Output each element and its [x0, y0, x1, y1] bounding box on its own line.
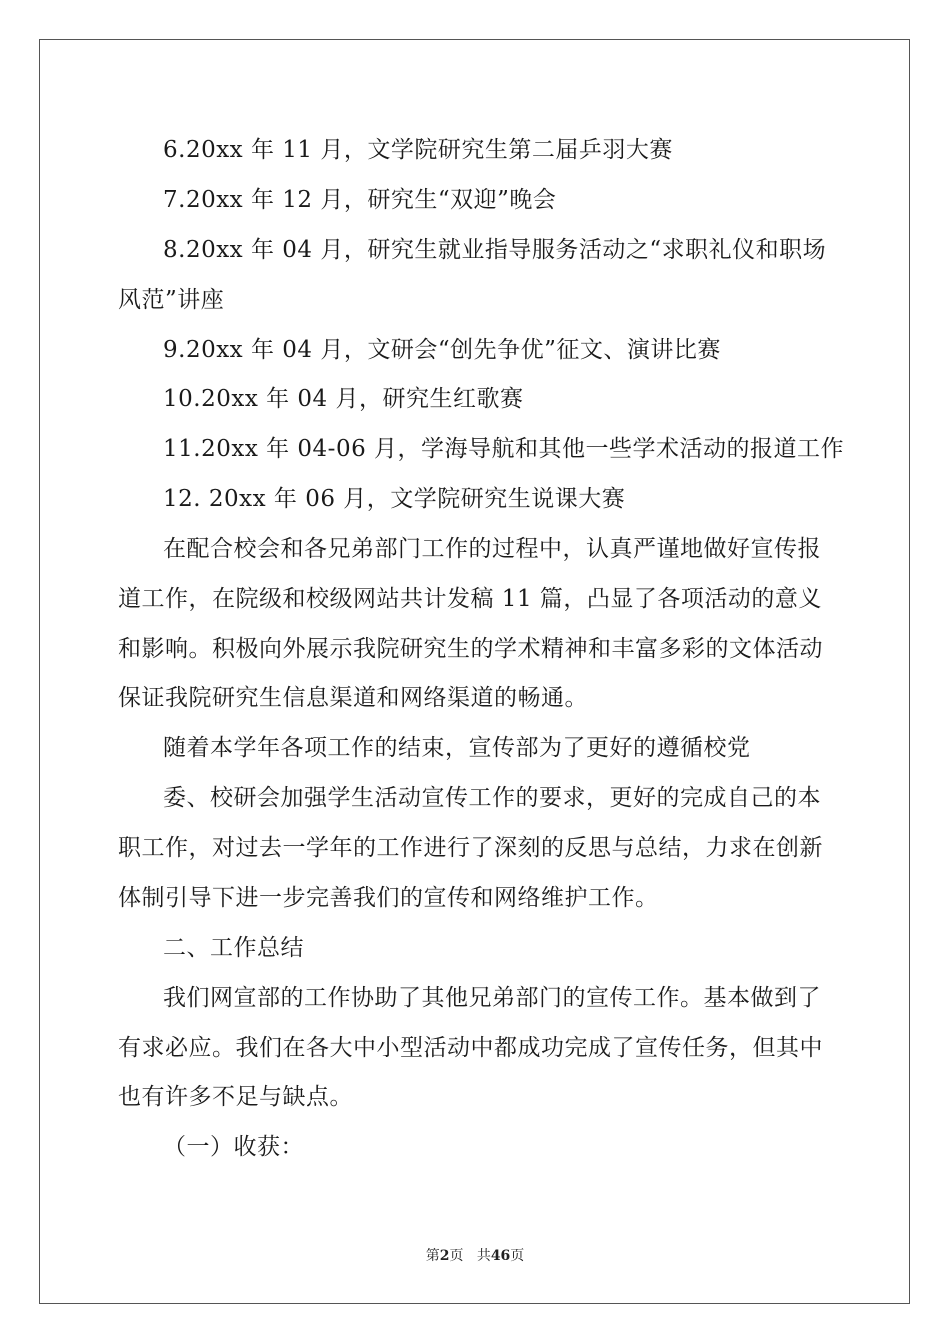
list-item: 9.20xx 年 04 月，文研会“创先争优”征文、演讲比赛 [163, 337, 721, 363]
paragraph-line: 随着本学年各项工作的结束，宣传部为了更好的遵循校党 [163, 735, 751, 761]
footer-total-suffix: 页 [510, 1248, 525, 1264]
current-page-number: 2 [439, 1248, 450, 1264]
list-item: 11.20xx 年 04-06 月，学海导航和其他一些学术活动的报道工作 [163, 436, 845, 462]
paragraph-line: 职工作，对过去一学年的工作进行了深刻的反思与总结，力求在创新 [118, 835, 823, 861]
list-item: 10.20xx 年 04 月，研究生红歌赛 [163, 386, 524, 412]
list-item: 6.20xx 年 11 月，文学院研究生第二届乒羽大赛 [163, 137, 673, 163]
footer-prefix: 第 [425, 1248, 440, 1264]
paragraph-line: 在配合校会和各兄弟部门工作的过程中，认真严谨地做好宣传报 [163, 536, 821, 562]
paragraph-line: 委、校研会加强学生活动宣传工作的要求，更好的完成自己的本 [163, 785, 821, 811]
total-pages-number: 46 [490, 1248, 511, 1264]
page-border [39, 39, 910, 1304]
list-item: 12. 20xx 年 06 月，文学院研究生说课大赛 [163, 486, 626, 512]
paragraph-line: 和影响。积极向外展示我院研究生的学术精神和丰富多彩的文体活动 [118, 636, 823, 662]
paragraph-line: 道工作，在院级和校级网站共计发稿 11 篇，凸显了各项活动的意义 [118, 586, 822, 612]
paragraph-line: 也有许多不足与缺点。 [118, 1084, 353, 1110]
footer-total-prefix: 共 [476, 1248, 491, 1264]
paragraph-line: 体制引导下进一步完善我们的宣传和网络维护工作。 [118, 885, 659, 911]
list-item: 7.20xx 年 12 月，研究生“双迎”晚会 [163, 187, 557, 213]
list-item-continuation: 风范”讲座 [118, 287, 225, 313]
page-footer [0, 1247, 950, 1265]
list-item: 8.20xx 年 04 月，研究生就业指导服务活动之“求职礼仪和职场 [163, 237, 827, 263]
section-heading: 二、工作总结 [163, 935, 304, 961]
paragraph-line: 保证我院研究生信息渠道和网络渠道的畅通。 [118, 685, 588, 711]
subsection-heading: （一）收获： [163, 1134, 304, 1160]
paragraph-line: 有求必应。我们在各大中小型活动中都成功完成了宣传任务，但其中 [118, 1035, 823, 1061]
footer-page-suffix: 页 [449, 1248, 464, 1264]
paragraph-line: 我们网宣部的工作协助了其他兄弟部门的宣传工作。基本做到了 [163, 985, 821, 1011]
